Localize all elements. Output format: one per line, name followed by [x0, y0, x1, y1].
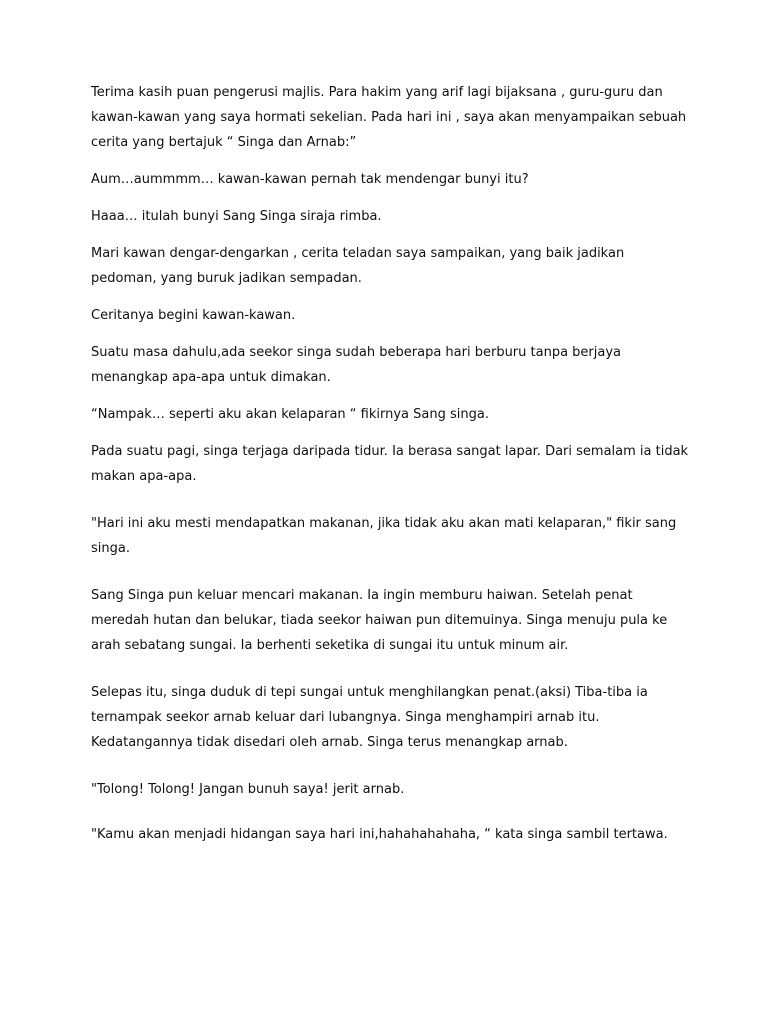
paragraph-intro: Terima kasih puan pengerusi majlis. Para hakim yang arif lagi bijaksana , guru-guru dan kawan-kawan yang saya hormati sekelian. Pada hari ini , saya akan menyampaikan sebuah cerita yang bertajuk “ Singa dan Arnab:” — [91, 85, 687, 150]
paragraph-nampak: “Nampak… seperti aku akan kelaparan “ fikirnya Sang singa. — [91, 407, 489, 422]
paragraph-aum: Aum…aummmm… kawan-kawan pernah tak mendengar bunyi itu? — [91, 172, 529, 187]
paragraph-mari: Mari kawan dengar-dengarkan , cerita teladan saya sampaikan, yang baik jadikan pedoman, yang buruk jadikan sempadan. — [91, 246, 625, 286]
paragraph-ceritanya: Ceritanya begini kawan-kawan. — [91, 308, 296, 323]
paragraph-hidangan: "Kamu akan menjadi hidangan saya hari ini,hahahahahaha, “ kata singa sambil tertawa. — [91, 827, 668, 842]
paragraph-hari-ini: "Hari ini aku mesti mendapatkan makanan, jika tidak aku akan mati kelaparan," fikir sang singa. — [91, 516, 677, 556]
paragraph-pagi: Pada suatu pagi, singa terjaga daripada tidur. Ia berasa sangat lapar. Dari semalam ia tidak makan apa-apa. — [91, 444, 689, 484]
paragraph-tolong: "Tolong! Tolong! Jangan bunuh saya! jerit arnab. — [91, 782, 405, 797]
paragraph-selepas: Selepas itu, singa duduk di tepi sungai untuk menghilangkan penat.(aksi) Tiba-tiba ia ternampak seekor arnab keluar dari lubangnya. Singa menghampiri arnab itu. Kedatangannya tidak disedari oleh arnab. Singa terus menangkap arnab. — [91, 685, 648, 750]
paragraph-haaa: Haaa… itulah bunyi Sang Singa siraja rimba. — [91, 209, 382, 224]
paragraph-suatu-masa: Suatu masa dahulu,ada seekor singa sudah beberapa hari berburu tanpa berjaya menangkap apa-apa untuk dimakan. — [91, 345, 622, 385]
paragraph-keluar: Sang Singa pun keluar mencari makanan. Ia ingin memburu haiwan. Setelah penat meredah hutan dan belukar, tiada seekor haiwan pun ditemuinya. Singa menuju pula ke arah sebatang sungai. Ia berhenti seketika di sungai itu untuk minum air. — [91, 588, 668, 653]
document-page — [91, 80, 691, 859]
